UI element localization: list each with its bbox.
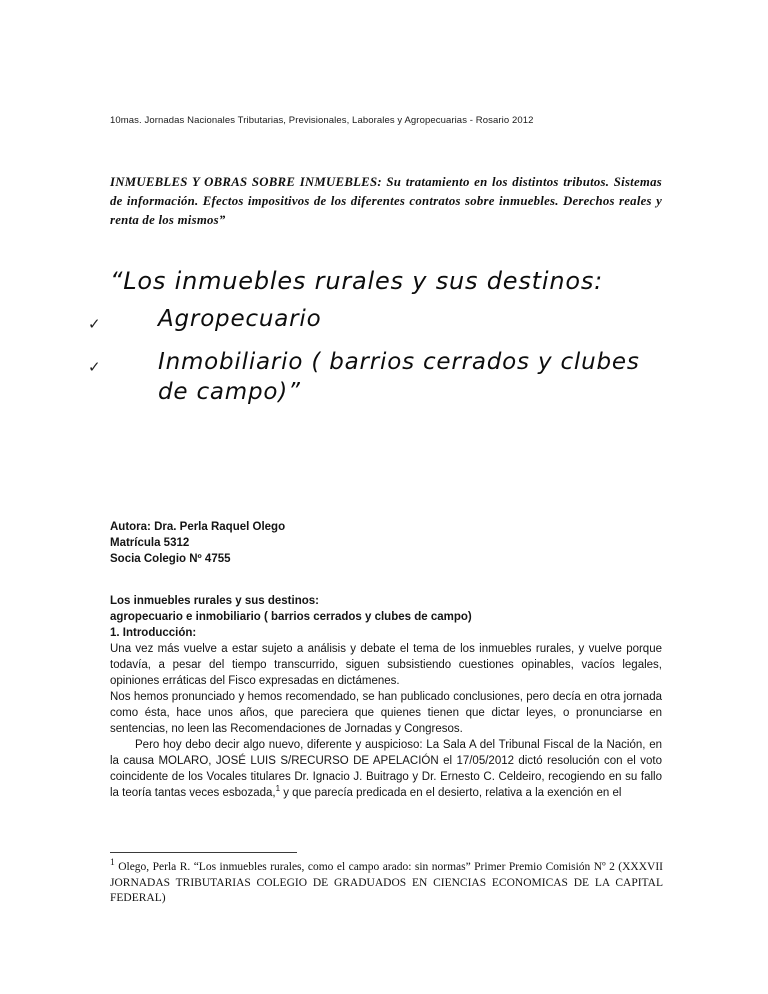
body-heading-1: Los inmuebles rurales y sus destinos: — [110, 595, 319, 607]
checkmark-icon: ✓ — [88, 315, 102, 333]
body-heading-2: agropecuario e inmobiliario ( barrios cerrados y clubes de campo) — [110, 611, 472, 623]
handwritten-block — [88, 266, 662, 407]
handwritten-item-label: Agropecuario — [158, 306, 322, 332]
footnote-number: 1 — [110, 858, 115, 869]
author-block — [110, 519, 662, 567]
author-matricula: Matrícula 5312 — [110, 537, 190, 549]
footnote-separator — [110, 852, 297, 853]
handwritten-list-item — [88, 304, 662, 339]
section-heading-introduccion: 1. Introducción: — [110, 627, 197, 639]
footnote-citation: Olego, Perla R. “Los inmuebles rurales, como el campo arado: sin normas” Primer Premio Comisión Nº 2 (XXXVII JORNADAS TRIBUTARIAS COLEGIO DE GRADUADOS EN CIENCIAS ECONOMICAS DE LA CAPITAL FEDERAL) — [110, 861, 663, 904]
handwritten-item-label: Inmobiliario ( barrios cerrados y clubes de campo)” — [158, 349, 640, 405]
handwritten-intro: “Los inmuebles rurales y sus destinos: — [110, 267, 604, 295]
author-name: Autora: Dra. Perla Raquel Olego — [110, 521, 286, 533]
paragraph-1: Una vez más vuelve a estar sujeto a análisis y debate el tema de los inmuebles rurales, y vuelve porque todavía, a pesar del tiempo transcurrido, siguen subsistiendo cuestiones opinables, vacíos legales, opiniones erráticas del Fisco expresadas en dictámenes. — [110, 643, 662, 687]
footnote-text — [110, 860, 663, 907]
footnote-block — [110, 852, 663, 907]
body-text — [110, 593, 662, 801]
handwritten-list-item — [88, 347, 662, 407]
footnote-reference: 1 — [275, 784, 281, 794]
checkmark-icon: ✓ — [88, 358, 102, 376]
paragraph-3-text: Pero hoy debo decir algo nuevo, diferente y auspicioso: La Sala A del Tribunal Fiscal de la Nación, en la causa MOLARO, JOSÉ LUIS S/RECURSO DE APELACIÓN el 17/05/2012 dictó resolución con el voto coincidente de los Vocales titulares Dr. Ignacio J. Buitrago y Dr. Ernesto C. Celdeiro, recogiendo en su fallo la teoría tantas veces esbozada, — [110, 739, 662, 799]
document-title: INMUEBLES Y OBRAS SOBRE INMUEBLES: Su tratamiento en los distintos tributos. Sistemas de información. Efectos impositivos de los diferentes contratos sobre inmuebles. Derechos reales y renta de los mismos” — [110, 175, 662, 227]
paragraph-2: Nos hemos pronunciado y hemos recomendado, se han publicado conclusiones, pero decía en otra jornada como ésta, hace unos años, que pareciera que quienes tienen que dictar leyes, o pronunciarse en sentencias, no leen las Recomendaciones de Jornadas y Congresos. — [110, 691, 662, 735]
paragraph-3 — [110, 737, 662, 801]
running-header: 10mas. Jornadas Nacionales Tributarias, Previsionales, Laborales y Agropecuarias - Rosario 2012 — [110, 115, 534, 126]
paragraph-3-continuation: y que parecía predicada en el desierto, relativa a la exención en el — [280, 787, 622, 799]
author-socia: Socia Colegio Nº 4755 — [110, 553, 231, 565]
